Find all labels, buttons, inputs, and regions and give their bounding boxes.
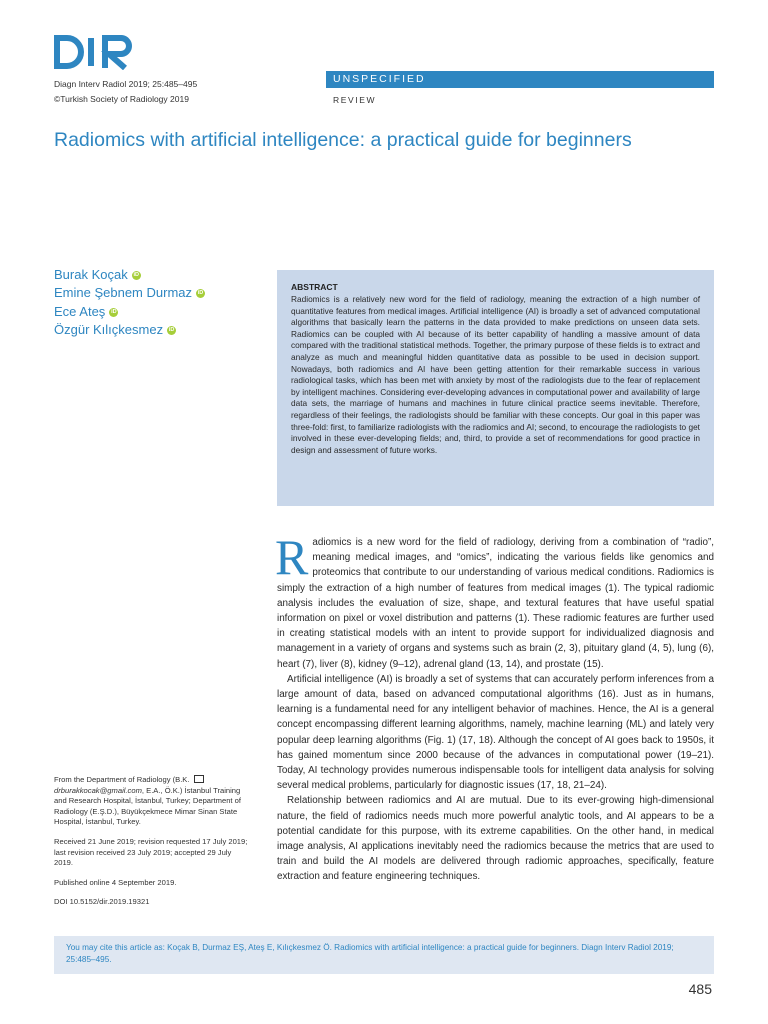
author-name: Emine Şebnem Durmaz xyxy=(54,285,192,301)
author-item[interactable] xyxy=(54,303,254,321)
author-name: Ece Ateş xyxy=(54,303,106,319)
body-paragraph xyxy=(275,529,714,672)
author-email-link[interactable]: drburakkocak@gmail.com xyxy=(54,785,142,795)
article-type-label: REVIEW xyxy=(333,95,377,105)
abstract-heading: ABSTRACT xyxy=(291,282,338,292)
affiliation-text: From the Department of Radiology (B.K. xyxy=(54,775,190,784)
author-item[interactable] xyxy=(54,284,254,302)
body-text xyxy=(275,529,714,885)
abstract-text: Radiomics is a relatively new word for the field of radiology, meaning the extraction of a high number of quantitative features from medical images. Artificial intelligence (AI) is broadly a set of advanced computational algorithms that basically learn the patterns in the data provided to make predictions on unseen data sets. Radiomics can be coupled with AI because of its better capability of handling a massive amount of data compared with the traditional statistical methods. Together, the primary purpose of these fields is to extract and analyze as much and meaningful hidden quantitative data as possible to be used in decision support. Nowadays, both radiomics and AI have been getting attention for their remarkable success in various radiological tasks, which has been met with anxiety by most of the radiologists due to the fear of replacement by intelligent machines. Considering ever-developing advances in computational power and availability of large data sets, the marriage of humans and machines in future clinical practice seems inevitable. Therefore, regardless of their feelings, the radiologists should be familiar with these concepts. Our goal in this paper was three-fold: first, to familiarize radiologists with the radiomics and AI; second, to encourage the radiologists to get involved in these ever-developing fields; and, third, to provide a set of recommendations for good practice in design and assessment of future works. xyxy=(291,294,700,455)
author-name: Burak Koçak xyxy=(54,267,128,282)
published-note: Published online 4 September 2019. xyxy=(54,877,177,887)
author-item[interactable] xyxy=(54,266,254,284)
journal-reference: Diagn Interv Radiol 2019; 25:485–495 xyxy=(54,79,198,89)
author-item[interactable] xyxy=(54,321,254,339)
orcid-icon[interactable]: iD xyxy=(111,308,117,315)
abstract-box xyxy=(277,270,714,506)
paragraph-text: adiomics is a new word for the field of radiology, deriving from a combination of “radio”, meaning medical images, and “omics”, indicating the various fields like genomics and proteomics that contribute to our understanding of various medical conditions. Radiomics is simply the extraction of a high number of features from medical images (1). The typical radiomic analysis includes the evaluation of size, shape, and textural features that have useful spatial information on pixel or voxel distribution and patterns (1). These radiomic features are further used in creating statistical models with an intent to provide support for individualized diagnosis and management in a variety of organs and systems such as brain (2, 3), pituitary gland (4, 5), lung (6), heart (7), liver (8), kidney (9–12), adrenal gland (13, 14), and prostate (15). xyxy=(277,537,714,670)
citation-bar: You may cite this article as: Koçak B, Durmaz EŞ, Ateş E, Kılıçkesmez Ö. Radiomics with artificial intelligence: a practical guide for beginners. Diagn Interv Radiol 2019; 25:485–495. xyxy=(54,936,714,974)
article-title: Radiomics with artificial intelligence: a practical guide for beginners xyxy=(54,129,632,151)
mail-icon xyxy=(194,775,204,783)
affiliation-note xyxy=(54,775,249,828)
body-paragraph: Artificial intelligence (AI) is broadly a set of systems that can accurately perform inferences from a large amount of data, based on advanced computational algorithms (16). Just as in humans, learning is a fundamental need for any intelligent behavior of machines. Hence, the AI is a general concept encompassing different learning algorithms, namely, machine learning (ML) and lately very popular deep learning algorithms (Fig. 1) (17, 18). Although the concept of AI goes back to 1950s, it has gained momentum since 2000 because of the advances in computational power (19–21). Today, AI technology provides numerous indispensable tools for intelligent data analysis for solving several medical problems, particularly for diagnostic issues (17, 18, 21–24). xyxy=(277,673,714,792)
doi-note[interactable]: DOI 10.5152/dir.2019.19321 xyxy=(54,897,150,907)
journal-logo xyxy=(54,34,136,70)
author-list xyxy=(54,266,254,340)
side-notes xyxy=(54,775,249,917)
orcid-icon[interactable]: iD xyxy=(168,326,175,333)
drop-cap: R xyxy=(275,529,309,585)
page-number: 485 xyxy=(688,981,712,997)
author-name: Özgür Kılıçkesmez xyxy=(54,322,164,338)
received-note: Received 21 June 2019; revision requested 17 July 2019; last revision received 23 July 2019; accepted 29 July 2019. xyxy=(54,836,248,868)
affiliation-text: , E.A., Ö.K.) İstanbul Training and Research Hospital, İstanbul, Turkey; Department of Radiology (E.Ş.D.), Büyükçekmece Mimar Sinan State Hospital, İstanbul, Turkey. xyxy=(54,785,241,827)
orcid-icon[interactable]: iD xyxy=(133,271,139,278)
copyright-line: ©Turkish Society of Radiology 2019 xyxy=(54,94,189,104)
body-paragraph: Relationship between radiomics and AI are mutual. Due to its ever-growing high-dimensional nature, the field of radiomics needs much more powerful analytic tools, and AI appears to be a potential candidate for this purpose, with its extreme capabilities. On the other hand, in medical image analysis, AI applications inevitably need the radiomics because the metrics that are used to train and build the AI models are delivered through radiomic approaches, specifically, feature extraction and feature engineering techniques. xyxy=(277,795,714,883)
section-bar: UNSPECIFIED xyxy=(326,71,714,88)
orcid-icon[interactable]: iD xyxy=(197,290,204,297)
